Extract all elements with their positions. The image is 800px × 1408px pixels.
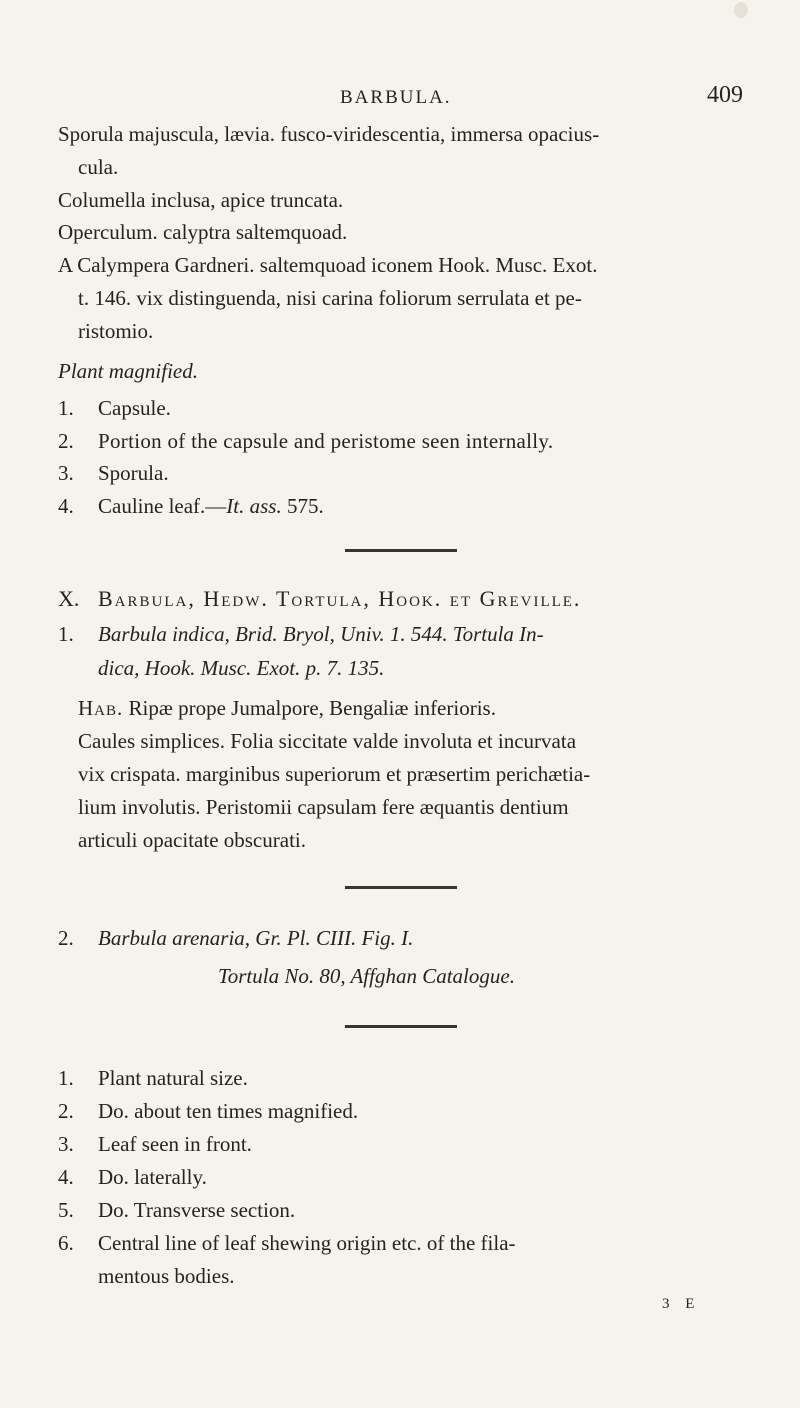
plate-item-num: 1.	[58, 396, 74, 420]
plate-item-text: Capsule.	[98, 396, 171, 420]
description-line: vix crispata. marginibus superiorum et præsertim perichætia-	[78, 762, 591, 786]
ink-spot	[734, 2, 748, 18]
plate-item-text: Do. laterally.	[98, 1165, 207, 1189]
plate-item-text: Leaf seen in front.	[98, 1132, 252, 1156]
plate-item-text: Central line of leaf shewing origin etc. of the fila-	[98, 1231, 516, 1255]
species-citation-line-1: Barbula arenaria, Gr. Pl. CIII. Fig. I.	[98, 926, 414, 950]
species-citation-line-2: Tortula No. 80, Affghan Catalogue.	[218, 964, 515, 988]
species-citation-line-1: Barbula indica, Brid. Bryol, Univ. 1. 544. Tortula In-	[98, 622, 544, 646]
plate-item-text: Cauline leaf.—It. ass. 575.	[98, 494, 324, 518]
plate-item-num: 2.	[58, 429, 74, 453]
species-number: 1.	[58, 622, 74, 646]
plate-item-num: 2.	[58, 1099, 74, 1123]
plate-item-num: 1.	[58, 1066, 74, 1090]
plate-item-text: Portion of the capsule and peristome seen internally.	[98, 429, 554, 453]
plate-item-text: Sporula.	[98, 461, 169, 485]
intro-line-2: cula.	[78, 155, 119, 179]
plate-item-text: Do. about ten times magnified.	[98, 1099, 359, 1123]
intro-line-1: Sporula majuscula, lævia. fusco-viridescentia, immersa opacius-	[58, 122, 600, 146]
section-divider	[345, 1025, 457, 1028]
reference: It. ass.	[226, 494, 282, 518]
plate-item-num: 3.	[58, 1132, 74, 1156]
section-divider	[345, 549, 457, 552]
intro-line-7: ristomio.	[78, 319, 154, 343]
habitat-line: Hab. Ripæ prope Jumalpore, Bengaliæ inferioris.	[78, 696, 496, 720]
intro-line-5: A Calympera Gardneri. saltemquoad iconem Hook. Musc. Exot.	[58, 253, 598, 277]
plate-item-num: 4.	[58, 494, 74, 518]
intro-line-6: t. 146. vix distinguenda, nisi carina foliorum serrulata et pe-	[78, 286, 582, 310]
plate-item-text: Plant natural size.	[98, 1066, 248, 1090]
habitat-label: Hab.	[78, 696, 124, 720]
plate-item-text: Do. Transverse section.	[98, 1198, 296, 1222]
plate-item-continuation: mentous bodies.	[98, 1264, 235, 1288]
plate-item-num: 6.	[58, 1231, 74, 1255]
description-line: lium involutis. Peristomii capsulam fere æquantis dentium	[78, 795, 569, 819]
running-header-title: BARBULA.	[340, 87, 452, 108]
intro-line-4: Operculum. calyptra saltemquoad.	[58, 220, 348, 244]
species-number: 2.	[58, 926, 74, 950]
plate-item-num: 4.	[58, 1165, 74, 1189]
section-divider	[345, 886, 457, 889]
page-number: 409	[707, 82, 743, 108]
species-citation-line-2: dica, Hook. Musc. Exot. p. 7. 135.	[98, 656, 385, 680]
plate-item-num: 3.	[58, 461, 74, 485]
genus-numeral: X.	[58, 586, 80, 611]
description-line: Caules simplices. Folia siccitate valde involuta et incurvata	[78, 729, 577, 753]
intro-line-3: Columella inclusa, apice truncata.	[58, 188, 344, 212]
description-line: articuli opacitate obscurati.	[78, 828, 306, 852]
genus-heading: Barbula, Hedw. Tortula, Hook. et Greville.	[98, 586, 582, 611]
plate-heading: Plant magnified.	[58, 359, 198, 383]
plate-item-num: 5.	[58, 1198, 74, 1222]
printer-signature: 3 E	[662, 1296, 701, 1312]
